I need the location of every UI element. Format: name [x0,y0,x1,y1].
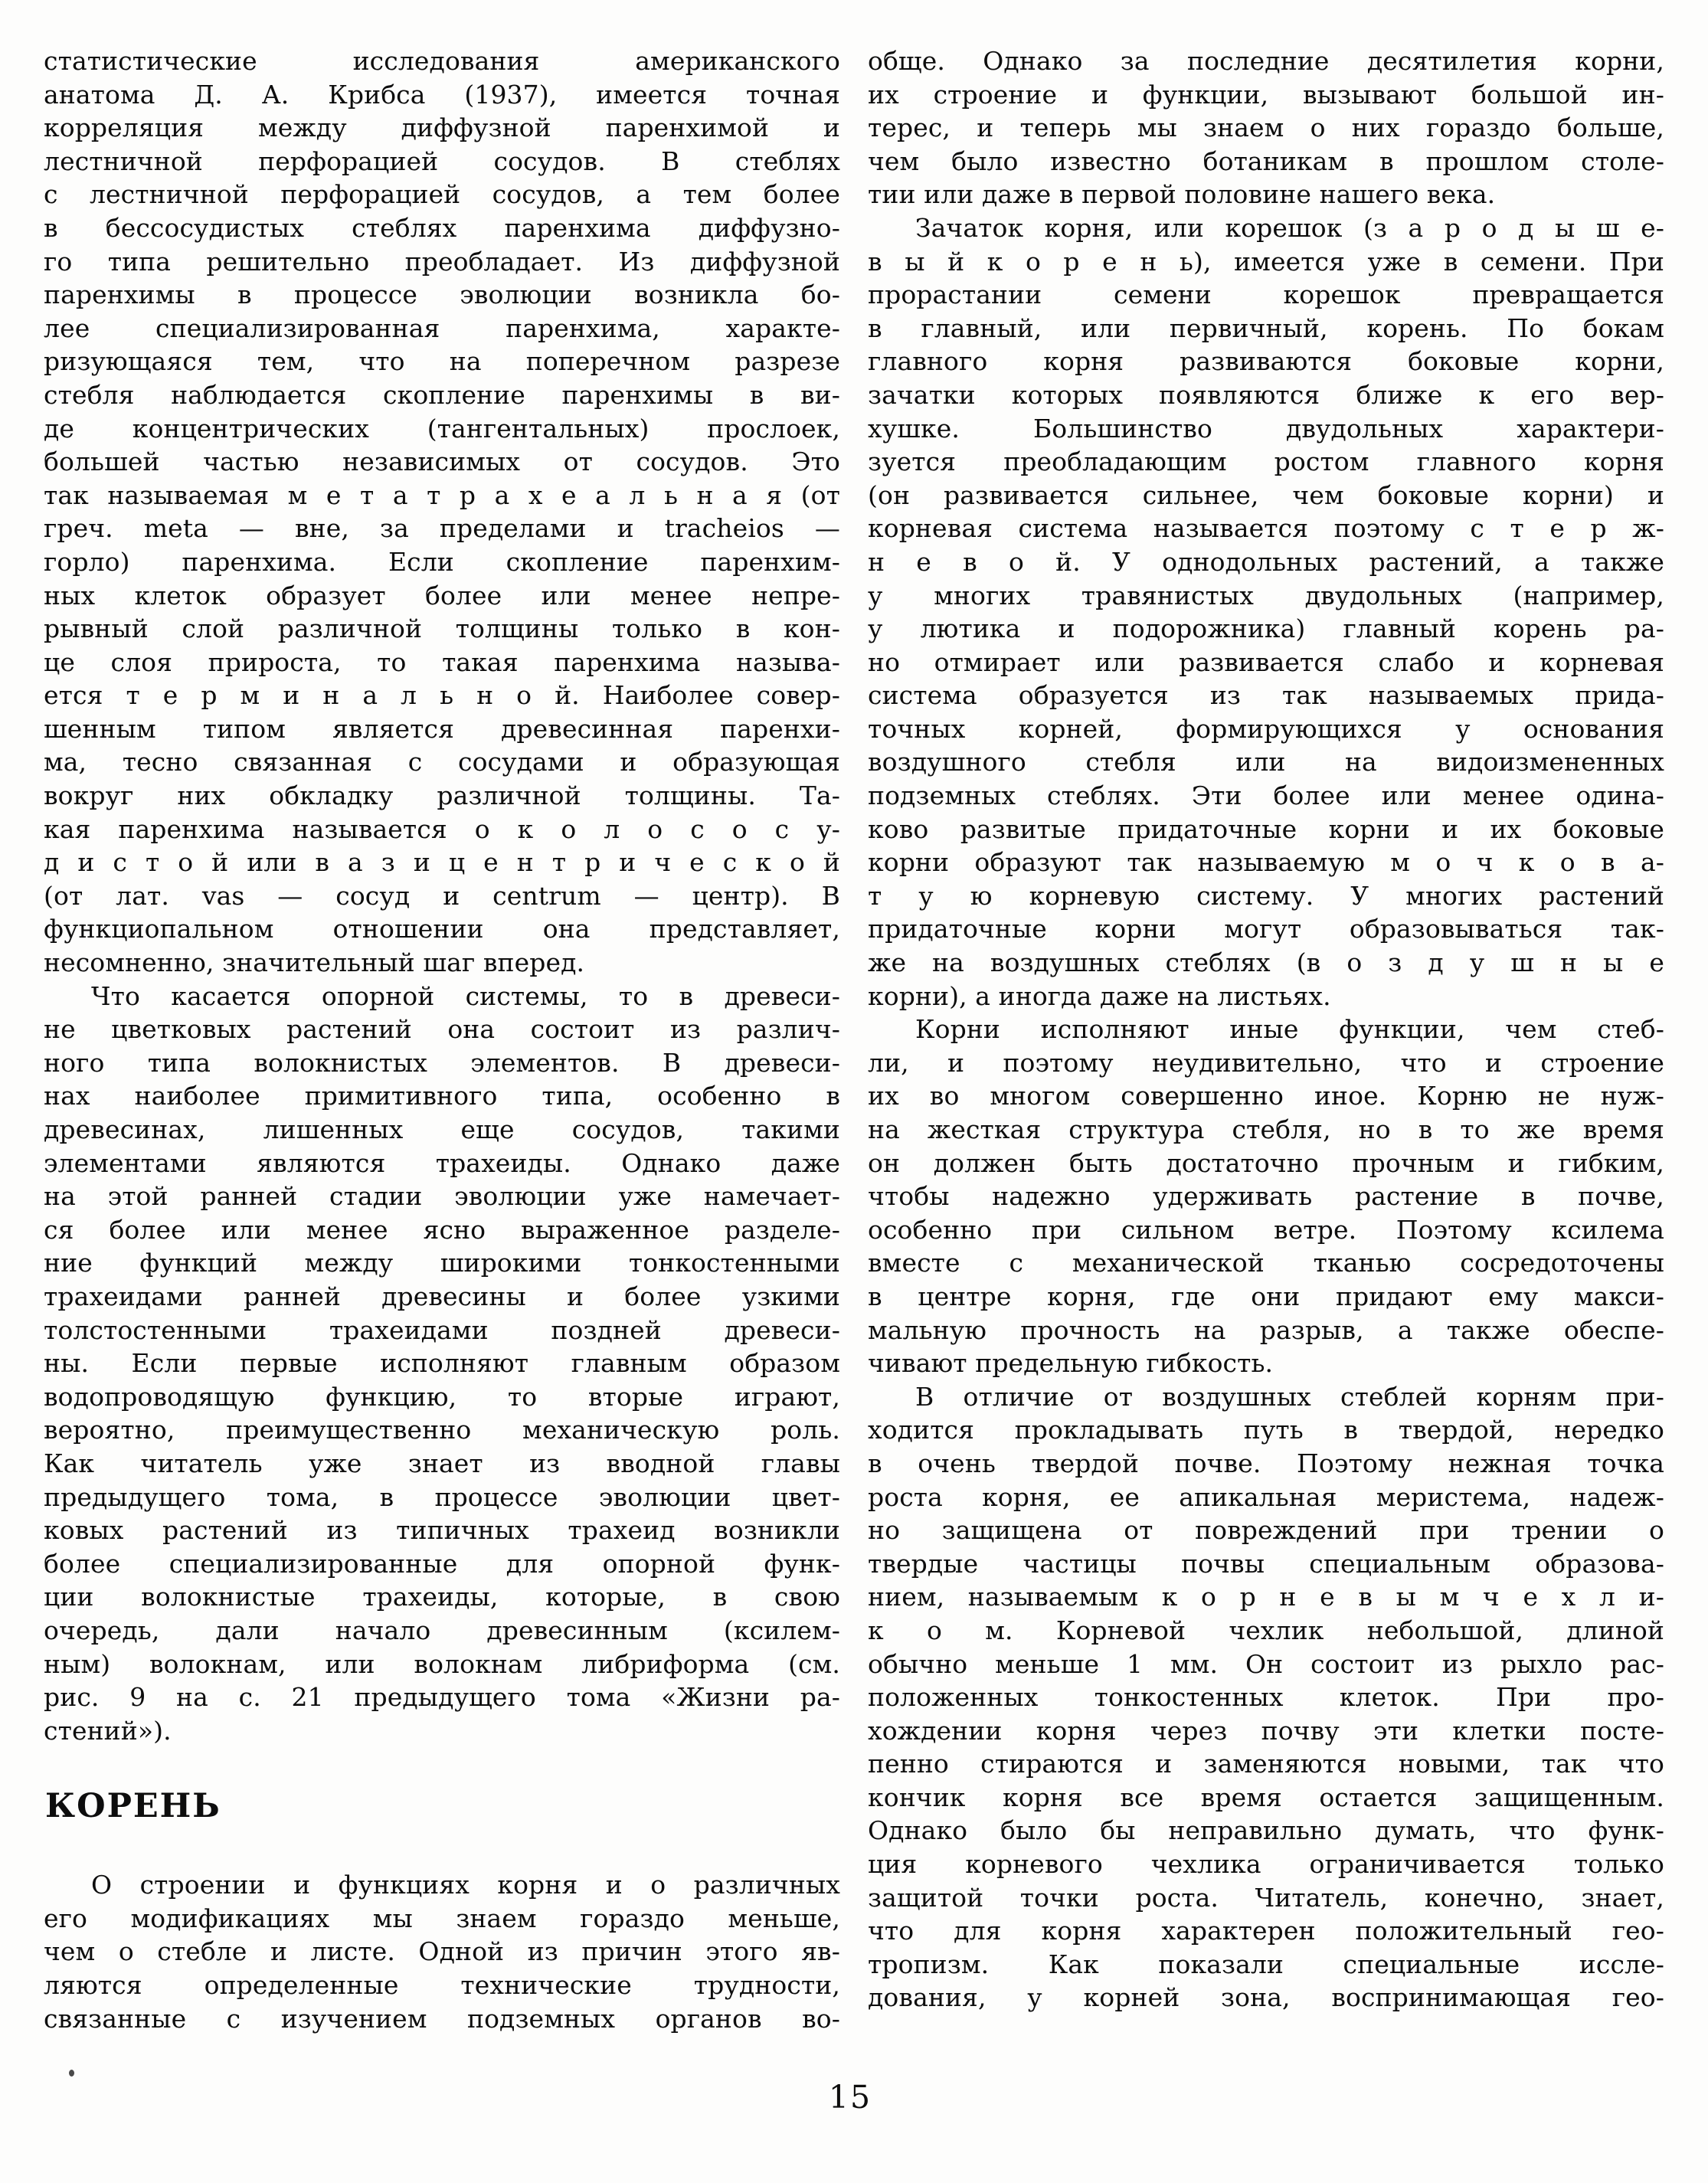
text-line: тии или даже в первой половине нашего века. [868,179,1496,210]
text-line: ма, тесно связанная с сосудами и образующая [44,747,840,777]
text-line: ется т е р м и н а л ь н о й. Наиболее совер- [44,680,840,711]
text-line: их во многом совершенно иное. Корню не нуж- [868,1081,1664,1111]
text-line: зуется преобладающим ростом главного корня [868,447,1664,477]
text-line: го типа решительно преобладает. Из диффузной [44,246,840,277]
text-line: Корни исполняют иные функции, чем стеб- [915,1014,1664,1045]
text-line: чивают предельную гибкость. [868,1348,1274,1379]
text-line: на этой ранней стадии эволюции уже намечает- [44,1181,840,1212]
text-line: ных клеток образует более или менее непре- [44,580,840,610]
text-line: ляются определенные технические трудности, [44,1970,840,2001]
text-line: ны. Если первые исполняют главным образом [44,1348,840,1379]
text-line: несомненно, значительный шаг вперед. [44,947,585,978]
text-line: пенно стираются и заменяются новыми, так что [868,1749,1664,1779]
text-line: элементами являются трахеиды. Однако даже [44,1147,840,1178]
text-line: в ы й к о р е н ь), имеется уже в семени. При [868,246,1664,277]
text-line: ции волокнистые трахеиды, которые, в свою [44,1582,840,1612]
text-line: предыдущего тома, в процессе эволюции цвет- [44,1481,840,1512]
text-line: терес, и теперь мы знаем о них гораздо больше, [868,113,1664,143]
text-line: анатома Д. А. Крибса (1937), имеется точная [44,79,840,110]
text-line: роста корня, ее апикальная меристема, надеж- [868,1481,1664,1512]
text-line: ция корневого чехлика ограничивается только [868,1849,1664,1880]
paragraph [44,980,840,1748]
text-line: Однако было бы неправильно думать, что функ- [868,1815,1664,1846]
text-line: кончик корня все время остается защищенным. [868,1782,1664,1812]
text-line: очередь, дали начало древесинным (ксилем- [44,1615,840,1645]
text-line: статистические исследования американского [44,46,840,76]
text-line: точных корней, формирующихся у основания [868,713,1664,744]
text-line: рис. 9 на с. 21 предыдущего тома «Жизни ра- [44,1682,840,1713]
text-line: тропизм. Как показали специальные иссле- [868,1949,1664,1979]
text-line: стений»). [44,1715,172,1746]
text-line: т у ю корневую систему. У многих растений [868,880,1664,911]
text-line: подземных стеблях. Эти более или менее одина- [868,781,1664,811]
text-line: толстостенными трахеидами поздней древеси- [44,1314,840,1345]
text-line: придаточные корни могут образовываться так- [868,914,1664,944]
text-line: что для корня характерен положительный гео- [868,1916,1664,1946]
text-line: зачатки которых появляются ближе к его вер- [868,379,1664,410]
text-line: особенно при сильном ветре. Поэтому ксилема [868,1214,1664,1245]
text-line: связанные с изучением подземных органов во- [44,2003,840,2034]
text-line: так называемая м е т а т р а х е а л ь н а я (от [44,479,840,510]
text-line: лее специализированная паренхима, характе- [44,313,840,343]
text-line: горло) паренхима. Если скопление паренхим- [44,546,840,577]
text-line: обычно меньше 1 мм. Он состоит из рыхло рас- [868,1648,1664,1679]
text-line: положенных тонкостенных клеток. При про- [868,1682,1664,1713]
text-line: греч. meta — вне, за пределами и tracheios — [44,513,840,544]
text-column-left [44,44,840,2035]
paragraph [44,44,840,980]
text-line: обще. Однако за последние десятилетия корни, [868,46,1664,76]
text-line: чтобы надежно удерживать растение в почве, [868,1181,1664,1212]
text-line: их строение и функции, вызывают большой ин- [868,79,1664,110]
text-line: лестничной перфорацией сосудов. В стеблях [44,146,840,176]
text-line: рывный слой различной толщины только в кон- [44,614,840,644]
text-column-right [868,44,1664,2035]
text-line: в очень твердой почве. Поэтому нежная точка [868,1448,1664,1478]
text-line: в центре корня, где они придают ему макси- [868,1281,1664,1311]
text-line: ного типа волокнистых элементов. В древеси- [44,1047,840,1078]
text-line: вместе с механической тканью сосредоточены [868,1248,1664,1278]
text-line: чем было известно ботаникам в прошлом столе- [868,146,1664,176]
text-line: кая паренхима называется о к о л о с о с у- [44,813,840,844]
text-line: ние функций между широкими тонкостенными [44,1248,840,1278]
text-line: прорастании семени корешок превращается [868,280,1664,310]
text-line: защитой точки роста. Читатель, конечно, знает, [868,1882,1664,1913]
text-line: В отличие от воздушных стеблей корням при- [915,1381,1664,1412]
text-line: же на воздушных стеблях (в о з д у ш н ы е [868,947,1664,978]
text-line: с лестничной перфорацией сосудов, а тем более [44,179,840,210]
text-line: но отмирает или развивается слабо и корневая [868,646,1664,677]
text-line: ли, и поэтому неудивительно, что и строение [868,1047,1664,1078]
paragraph [44,1868,840,2035]
text-line: де концентрических (тангентальных) прослоек, [44,413,840,443]
text-line: ковых растений из типичных трахеид возникли [44,1515,840,1546]
text-line: древесинах, лишенных еще сосудов, такими [44,1114,840,1144]
text-line: твердые частицы почвы специальным образова- [868,1548,1664,1579]
text-line: но защищена от повреждений при трении о [868,1515,1664,1546]
text-line: не цветковых растений она состоит из различ- [44,1014,840,1045]
text-line: ризующаяся тем, что на поперечном разрезе [44,346,840,377]
paragraph [868,211,1664,1013]
text-line: хождении корня через почву эти клетки посте- [868,1715,1664,1746]
text-line: стебля наблюдается скопление паренхимы в ви- [44,379,840,410]
text-line: шенным типом является древесинная паренхи- [44,713,840,744]
text-line: корневая система называется поэтому с т е р ж- [868,513,1664,544]
text-line: в главный, или первичный, корень. По бокам [868,313,1664,343]
text-line: трахеидами ранней древесины и более узкими [44,1281,840,1311]
paragraph [868,44,1664,211]
text-line: на жесткая структура стебля, но в то же время [868,1114,1664,1144]
text-line: у лютика и подорожника) главный корень ра- [868,614,1664,644]
text-line: вероятно, преимущественно механическую роль. [44,1415,840,1445]
text-line: Как читатель уже знает из вводной главы [44,1448,840,1478]
text-line: его модификациях мы знаем гораздо меньше, [44,1903,840,1933]
text-line: ным) волокнам, или волокнам либриформа (см. [44,1648,840,1679]
paragraph [868,1013,1664,1380]
text-line: в бессосудистых стеблях паренхима диффузно- [44,212,840,243]
text-line: корреляция между диффузной паренхимой и [44,113,840,143]
text-line: он должен быть достаточно прочным и гибким, [868,1147,1664,1178]
text-line: хушке. Большинство двудольных характери- [868,413,1664,443]
text-line: воздушного стебля или на видоизмененных [868,747,1664,777]
text-line: це слоя прироста, то такая паренхима называ- [44,646,840,677]
scan-artifact-dot [69,2070,74,2077]
text-line: чем о стебле и листе. Одной из причин этого яв- [44,1936,840,1967]
text-line: ково развитые придаточные корни и их боковые [868,813,1664,844]
text-line: функциопальном отношении она представляет, [44,914,840,944]
text-line: большей частью независимых от сосудов. Это [44,447,840,477]
text-line: (от лат. vas — сосуд и centrum — центр). В [44,880,840,911]
text-line: (он развивается сильнее, чем боковые корни) и [868,479,1664,510]
text-line: вокруг них обкладку различной толщины. Та- [44,781,840,811]
text-line: нах наиболее примитивного типа, особенно в [44,1081,840,1111]
text-line: ходится прокладывать путь в твердой, нередко [868,1415,1664,1445]
paragraph [868,1380,1664,2014]
text-line: к о м. Корневой чехлик небольшой, длиной [868,1615,1664,1645]
text-line: Что касается опорной системы, то в древеси- [91,980,840,1011]
text-line: более специализированные для опорной функ- [44,1548,840,1579]
text-line: водопроводящую функцию, то вторые играют, [44,1381,840,1412]
text-line: д и с т о й или в а з и ц е н т р и ч е с к о й [44,847,840,878]
text-line: нием, называемым к о р н е в ы м ч е х л и- [868,1582,1664,1612]
text-line: Зачаток корня, или корешок (з а р о д ы ш е- [915,212,1664,243]
text-line: корни), а иногда даже на листьях. [868,980,1331,1011]
text-line: паренхимы в процессе эволюции возникла бо- [44,280,840,310]
text-line: у многих травянистых двудольных (например, [868,580,1664,610]
text-line: система образуется из так называемых прида- [868,680,1664,711]
text-line: мальную прочность на разрыв, а также обеспе- [868,1314,1664,1345]
section-heading: КОРЕНЬ [45,1787,221,1826]
text-line: дования, у корней зона, воспринимающая гео- [868,1982,1664,2013]
text-line: н е в о й. У однодольных растений, а также [868,546,1664,577]
text-line: ся более или менее ясно выраженное разделе- [44,1214,840,1245]
text-line: главного корня развиваются боковые корни, [868,346,1664,377]
text-line: О строении и функциях корня и о различных [91,1870,840,1900]
text-line: корни образуют так называемую м о ч к о в а- [868,847,1664,878]
page-number: 15 [828,2079,872,2116]
